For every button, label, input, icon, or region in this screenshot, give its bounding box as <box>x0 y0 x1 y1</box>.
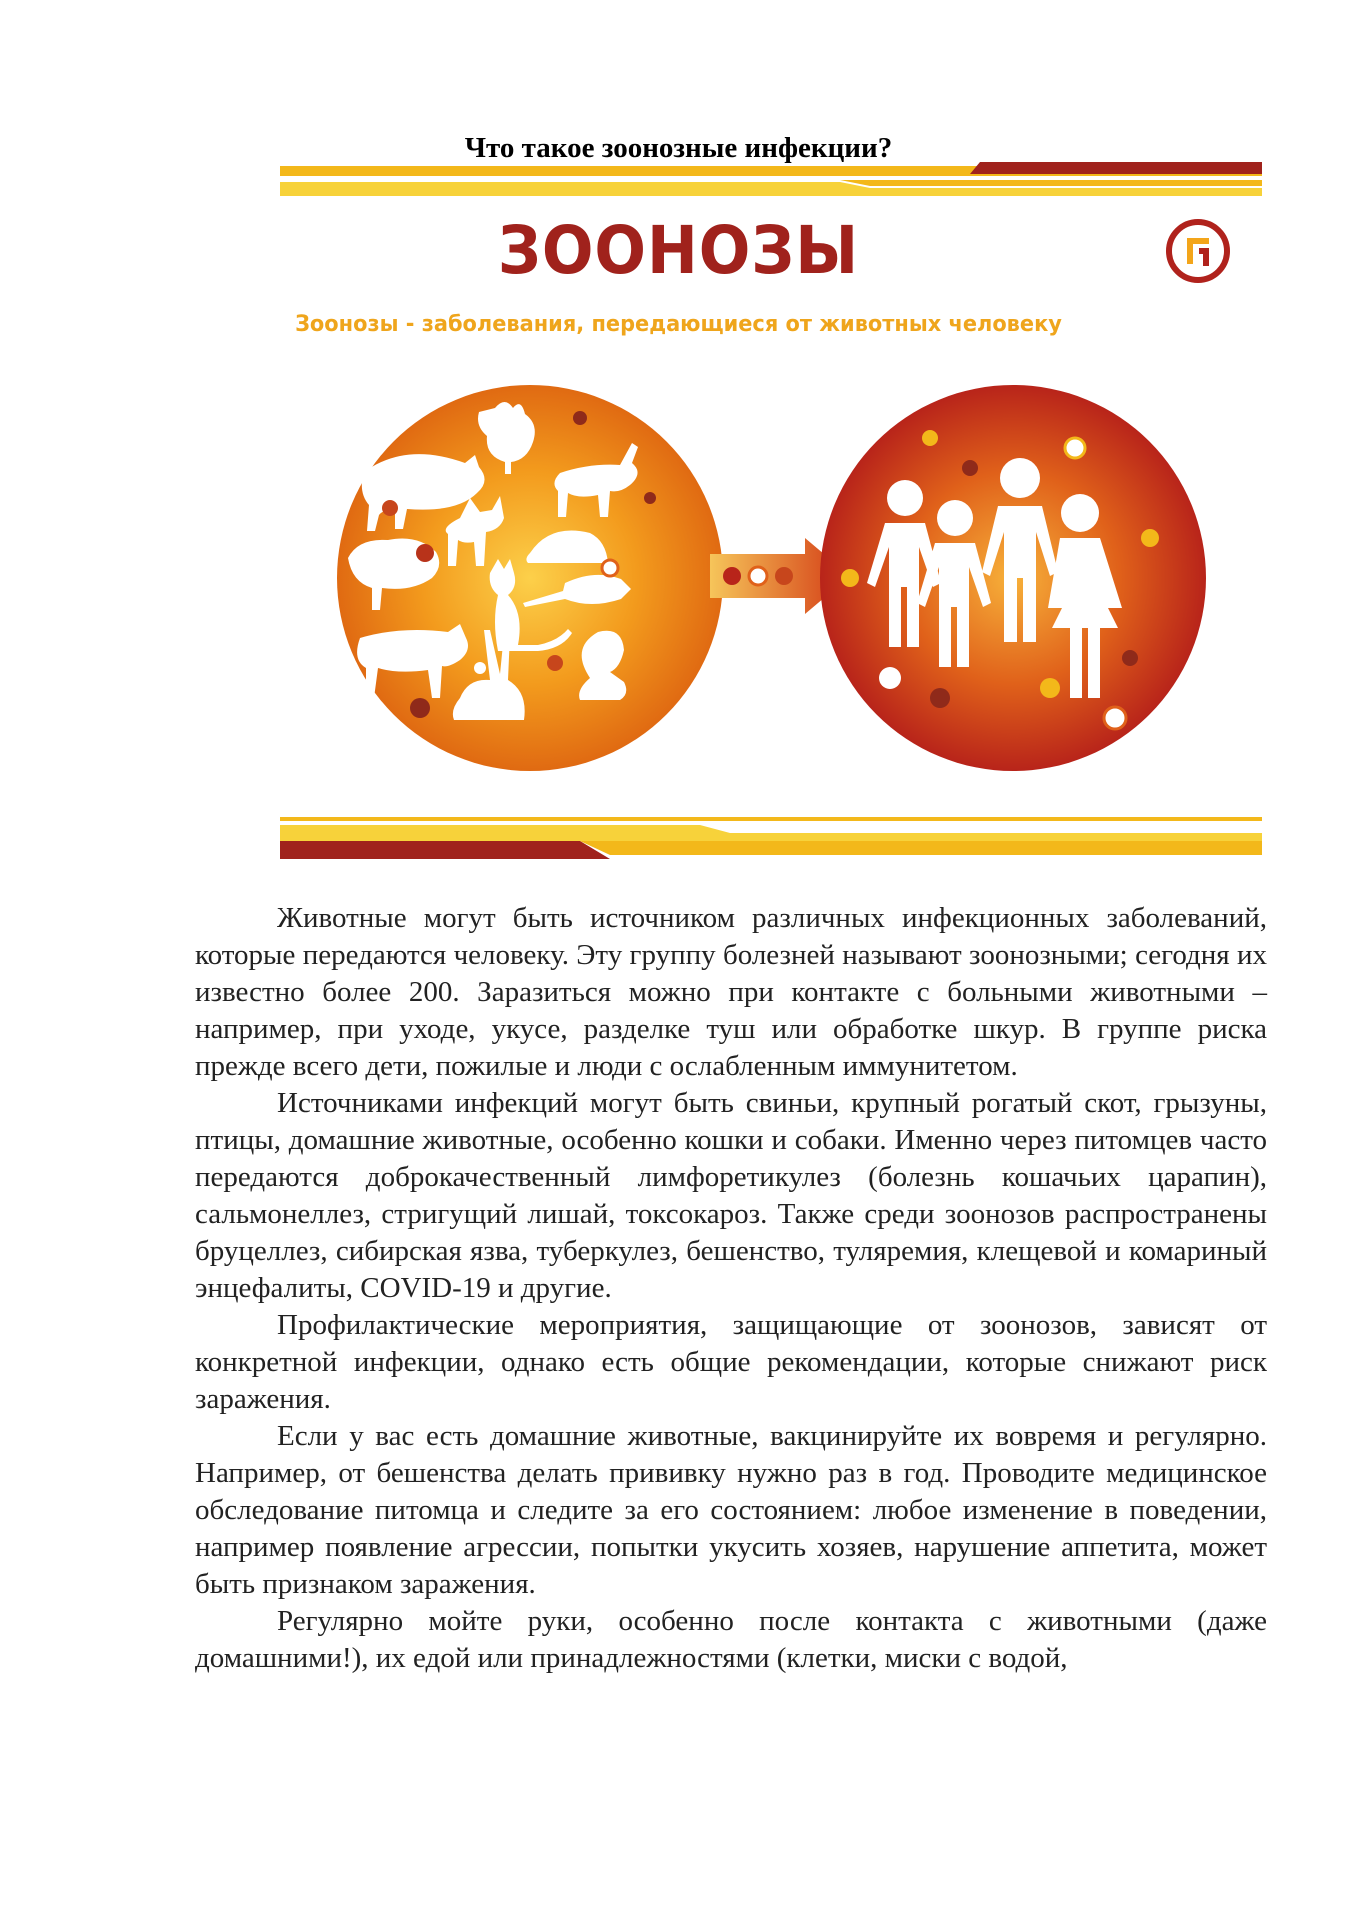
bottom-stripes <box>280 815 1262 860</box>
animals-circle <box>337 385 723 771</box>
page-title: Что такое зоонозные инфекции? <box>464 132 893 164</box>
paragraph: Профилактические мероприятия, защищающие от зоонозов, зависят от конкретной инфекции, однако есть общие рекомендации, которые снижают риск заражения. <box>195 1309 1267 1415</box>
paragraph: Если у вас есть домашние животные, вакцинируйте их вовремя и регулярно. Например, от бешенства делать прививку нужно раз в год. Проводите медицинское обследование питомца и следите за его состоянием: любое изменение в поведении, например появление агрессии, попытки укусить хозяев, нарушение аппетита, может быть признаком заражения. <box>195 1420 1267 1600</box>
banner-subtitle: Зоонозы - заболевания, передающиеся от животных человеку <box>295 312 1062 337</box>
paragraph: Животные могут быть источником различных инфекционных заболеваний, которые передаются человеку. Эту группу болезней называют зоонозными; сегодня их известно более 200. Заразиться можно при контакте с больными животными – например, при уходе, укусе, разделке туш или обработке шкур. В группе риска прежде всего дети, пожилые и люди с ослабленным иммунитетом. <box>195 902 1267 1082</box>
banner-title: ЗООНОЗЫ <box>497 212 860 289</box>
article-body <box>195 900 1267 1677</box>
paragraph: Источниками инфекций могут быть свиньи, крупный рогатый скот, грызуны, птицы, домашние животные, особенно кошки и собаки. Именно через питомцев часто передаются доброкачественный лимфоретикулез (болезнь кошачьих царапин), сальмонеллез, стригущий лишай, токсокароз. Также среди зоонозов распространены бруцеллез, сибирская язва, туберкулез, бешенство, туляремия, клещевой и комариный энцефалиты, COVID-19 и другие. <box>195 1087 1267 1304</box>
top-stripes <box>280 162 1262 202</box>
paragraph: Регулярно мойте руки, особенно после контакта с животными (даже домашними!), их едой или принадлежностями (клетки, миски с водой, <box>195 1605 1267 1674</box>
people-circle <box>820 385 1206 771</box>
logo-icon <box>1165 218 1231 284</box>
zoonoses-illustration <box>330 378 1210 778</box>
